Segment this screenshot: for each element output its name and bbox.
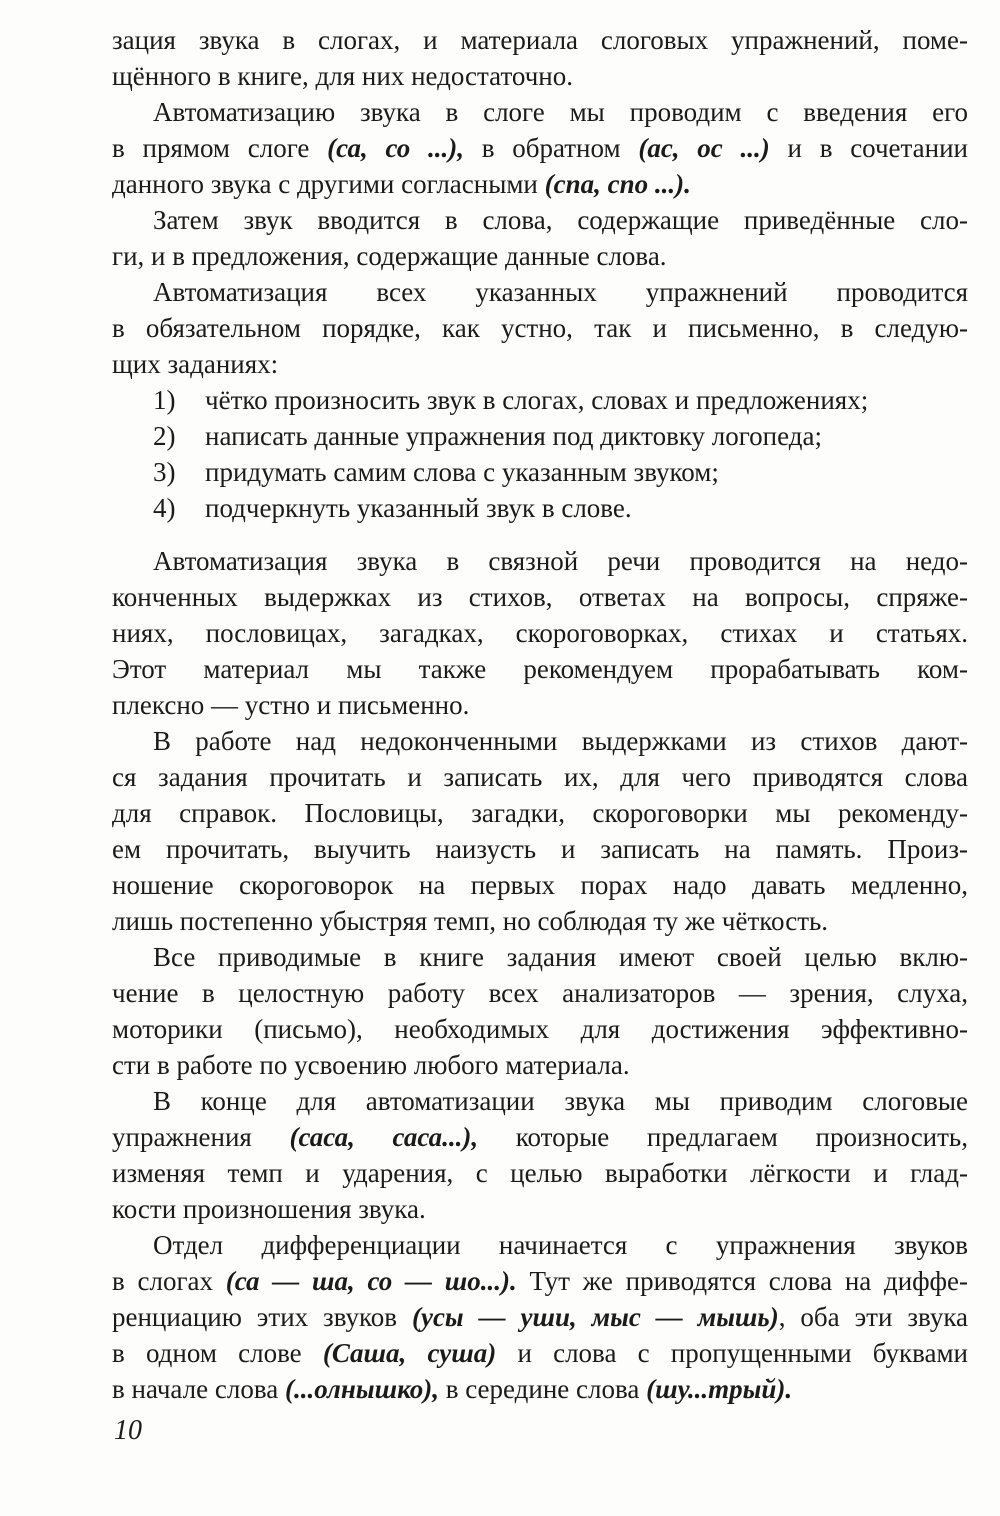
page-text: [112, 22, 968, 1407]
list-item-text: подчеркнуть указанный звук в слове.: [205, 493, 632, 523]
text-segment: изменяя темп и ударения, с целью выработки лёгкости и глад-: [112, 1158, 968, 1188]
text-segment: которые предлагаем произносить,: [478, 1122, 968, 1152]
text-segment: (...олнышко),: [284, 1374, 439, 1404]
list-item: [112, 490, 968, 526]
text-line: [112, 22, 968, 58]
paragraph: [112, 1083, 968, 1227]
text-line: [112, 1119, 968, 1155]
text-segment: и в сочетании: [769, 133, 969, 163]
text-segment: , оба эти звука: [778, 1302, 969, 1332]
text-segment: (ас, ос ...): [638, 133, 770, 163]
text-segment: (усы — уши, мыс — мышь): [411, 1302, 779, 1332]
text-segment: Автоматизация всех указанных упражнений проводится: [153, 277, 968, 307]
text-line: [112, 543, 968, 579]
text-segment: чение в целостную работу всех анализаторов — зрения, слуха,: [112, 978, 968, 1008]
list-item-number: 3): [153, 457, 176, 487]
text-line: [112, 687, 968, 723]
text-segment: В конце для автоматизации звука мы приводим слоговые: [153, 1086, 968, 1116]
text-line: [112, 1047, 968, 1083]
text-line: [112, 202, 968, 238]
text-line: [112, 1011, 968, 1047]
list-item-number: 2): [153, 421, 176, 451]
text-line: [112, 1083, 968, 1119]
text-segment: конченных выдержках из стихов, ответах на вопросы, спряже-: [112, 582, 968, 612]
list-item: [112, 382, 968, 418]
text-segment: в начале слова: [112, 1374, 285, 1404]
text-segment: Все приводимые в книге задания имеют своей целью вклю-: [153, 942, 968, 972]
text-segment: Автоматизацию звука в слоге мы проводим с введения его: [153, 97, 968, 127]
text-line: [112, 310, 968, 346]
text-line: [112, 1335, 968, 1371]
text-segment: ем прочитать, выучить наизусть и записать на память. Произ-: [112, 834, 968, 864]
text-line: [112, 1299, 968, 1335]
list-item: [112, 454, 968, 490]
list-item-text: придумать самим слова с указанным звуком;: [205, 457, 719, 487]
text-segment: ниях, пословицах, загадках, скороговорках, стихах и статьях.: [112, 618, 968, 648]
text-line: [112, 579, 968, 615]
text-line: [112, 1155, 968, 1191]
text-segment: в одном слове: [112, 1338, 323, 1368]
text-segment: лишь постепенно убыстряя темп, но соблюдая ту же чёткость.: [112, 906, 829, 936]
text-segment: для справок. Пословицы, загадки, скороговорки мы рекоменду-: [112, 798, 968, 828]
text-segment: ги, и в предложения, содержащие данные слова.: [112, 241, 667, 271]
text-segment: Затем звук вводится в слова, содержащие приведённые сло-: [153, 205, 968, 235]
text-line: [112, 723, 968, 759]
paragraph: [112, 543, 968, 723]
text-line: [112, 346, 968, 382]
text-segment: данного звука с другими согласными: [112, 169, 545, 199]
text-line: [112, 166, 968, 202]
paragraph: [112, 94, 968, 202]
text-segment: Отдел дифференциации начинается с упражнения звуков: [153, 1230, 968, 1260]
text-segment: зация звука в слогах, и материала слоговых упражнений, поме-: [112, 25, 968, 55]
text-line: [112, 1227, 968, 1263]
text-segment: в прямом слоге: [112, 133, 328, 163]
text-segment: (са — ша, со — шо...).: [225, 1266, 517, 1296]
text-line: [112, 615, 968, 651]
text-segment: в слогах: [112, 1266, 226, 1296]
text-segment: ся задания прочитать и записать их, для чего приводятся слова: [112, 762, 968, 792]
text-segment: Автоматизация звука в связной речи проводится на недо-: [153, 546, 968, 576]
paragraph: [112, 202, 968, 274]
text-line: [112, 651, 968, 687]
list-item: [112, 418, 968, 454]
text-line: [112, 94, 968, 130]
text-segment: Этот материал мы также рекомендуем прорабатывать ком-: [112, 654, 968, 684]
paragraph: [112, 22, 968, 94]
text-segment: ренциацию этих звуков: [112, 1302, 412, 1332]
text-segment: (саса, саса...),: [289, 1122, 479, 1152]
text-line: [112, 975, 968, 1011]
text-segment: Тут же приводятся слова на диффе-: [516, 1266, 968, 1296]
text-segment: щих заданиях:: [112, 349, 279, 379]
paragraph: [112, 1227, 968, 1407]
page-number: 10: [114, 1415, 142, 1446]
text-segment: (спа, спо ...).: [544, 169, 691, 199]
text-line: [112, 58, 968, 94]
text-segment: моторики (письмо), необходимых для достижения эффективно-: [112, 1014, 968, 1044]
text-segment: (са, со ...),: [327, 133, 464, 163]
text-segment: в середине слова: [439, 1374, 647, 1404]
text-segment: упражнения: [112, 1122, 290, 1152]
paragraph: [112, 274, 968, 382]
numbered-list: [112, 382, 968, 526]
text-segment: ношение скороговорок на первых порах надо давать медленно,: [112, 870, 968, 900]
text-line: [112, 1191, 968, 1227]
text-line: [112, 795, 968, 831]
text-segment: и слова с пропущенными буквами: [496, 1338, 968, 1368]
text-line: [112, 831, 968, 867]
text-segment: В работе над недоконченными выдержками из стихов дают-: [153, 726, 968, 756]
paragraph: [112, 723, 968, 939]
text-segment: в обязательном порядке, как устно, так и письменно, в следую-: [112, 313, 968, 343]
text-line: [112, 1263, 968, 1299]
text-line: [112, 238, 968, 274]
list-item-number: 1): [153, 385, 176, 415]
text-line: [112, 274, 968, 310]
text-segment: (Саша, суша): [322, 1338, 497, 1368]
text-segment: плексно — устно и письменно.: [112, 690, 470, 720]
text-line: [112, 130, 968, 166]
text-segment: кости произношения звука.: [112, 1194, 426, 1224]
text-line: [112, 903, 968, 939]
text-line: [112, 939, 968, 975]
list-item-text: чётко произносить звук в слогах, словах и предложениях;: [205, 385, 869, 415]
paragraph: [112, 939, 968, 1083]
text-line: [112, 1371, 968, 1407]
text-line: [112, 867, 968, 903]
text-line: [112, 759, 968, 795]
text-segment: щённого в книге, для них недостаточно.: [112, 61, 573, 91]
text-segment: (шу...трый).: [646, 1374, 793, 1404]
list-item-number: 4): [153, 493, 176, 523]
text-segment: сти в работе по усвоению любого материала.: [112, 1050, 630, 1080]
list-item-text: написать данные упражнения под диктовку логопеда;: [205, 421, 822, 451]
text-segment: в обратном: [464, 133, 639, 163]
